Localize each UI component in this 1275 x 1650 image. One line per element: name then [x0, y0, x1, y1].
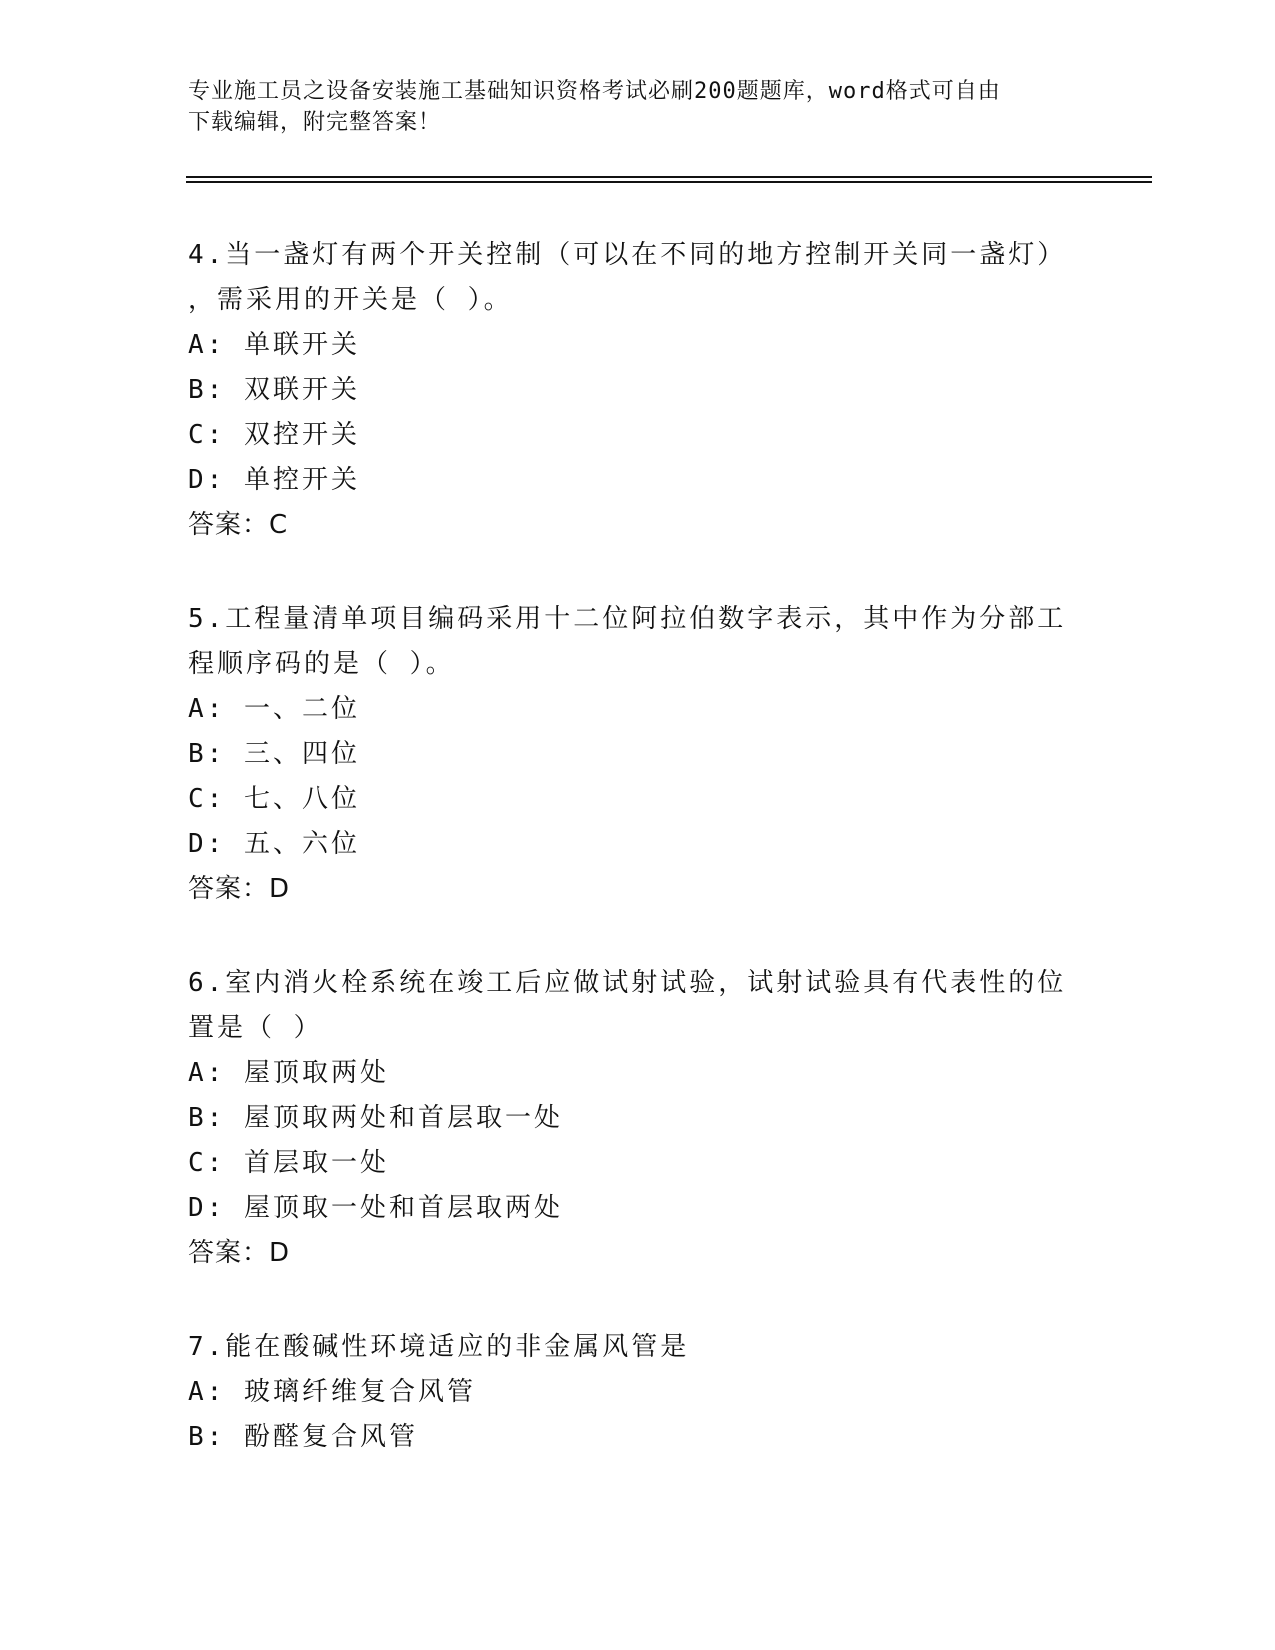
question-6-option-b: B: 屋顶取两处和首层取一处	[188, 1103, 563, 1133]
question-4-option-a: A: 单联开关	[188, 330, 360, 360]
question-6	[188, 961, 1068, 1276]
header-line-2: 下载编辑，附完整答案！	[188, 110, 442, 135]
question-4-option-d: D: 单控开关	[188, 465, 360, 495]
question-7-stem-line-1: 7.能在酸碱性环境适应的非金属风管是	[188, 1332, 690, 1362]
question-7-option-a: A: 玻璃纤维复合风管	[188, 1377, 476, 1407]
question-6-stem-line-2: 置是（ ）	[188, 1013, 323, 1043]
question-6-option-d: D: 屋顶取一处和首层取两处	[188, 1193, 563, 1223]
question-5-option-b: B: 三、四位	[188, 739, 360, 769]
question-4-option-b: B: 双联开关	[188, 375, 360, 405]
question-5-answer: 答案：D	[188, 874, 291, 904]
question-5-option-c: C: 七、八位	[188, 784, 360, 814]
question-6-option-c: C: 首层取一处	[188, 1148, 389, 1178]
header-divider-bottom	[186, 181, 1152, 183]
question-5-stem-line-2: 程顺序码的是（ ）。	[188, 649, 455, 679]
question-7-option-b: B: 酚醛复合风管	[188, 1422, 418, 1452]
question-6-answer: 答案：D	[188, 1238, 291, 1268]
header-divider-top	[186, 176, 1152, 178]
header-line-1: 专业施工员之设备安装施工基础知识资格考试必刷200题题库，word格式可自由	[188, 79, 1001, 104]
question-4	[188, 233, 1068, 548]
question-5-option-a: A: 一、二位	[188, 694, 360, 724]
question-6-option-a: A: 屋顶取两处	[188, 1058, 389, 1088]
question-6-stem-line-1: 6.室内消火栓系统在竣工后应做试射试验，试射试验具有代表性的位	[188, 968, 1067, 998]
question-4-stem-line-1: 4.当一盏灯有两个开关控制（可以在不同的地方控制开关同一盏灯）	[188, 240, 1067, 270]
document-header	[188, 76, 1068, 138]
question-4-stem-line-2: ，需采用的开关是（ ）。	[188, 285, 513, 315]
question-5-stem-line-1: 5.工程量清单项目编码采用十二位阿拉伯数字表示，其中作为分部工	[188, 604, 1067, 634]
question-5	[188, 597, 1068, 912]
question-7	[188, 1325, 1068, 1460]
question-4-answer: 答案：C	[188, 510, 289, 540]
question-5-option-d: D: 五、六位	[188, 829, 360, 859]
question-4-option-c: C: 双控开关	[188, 420, 360, 450]
